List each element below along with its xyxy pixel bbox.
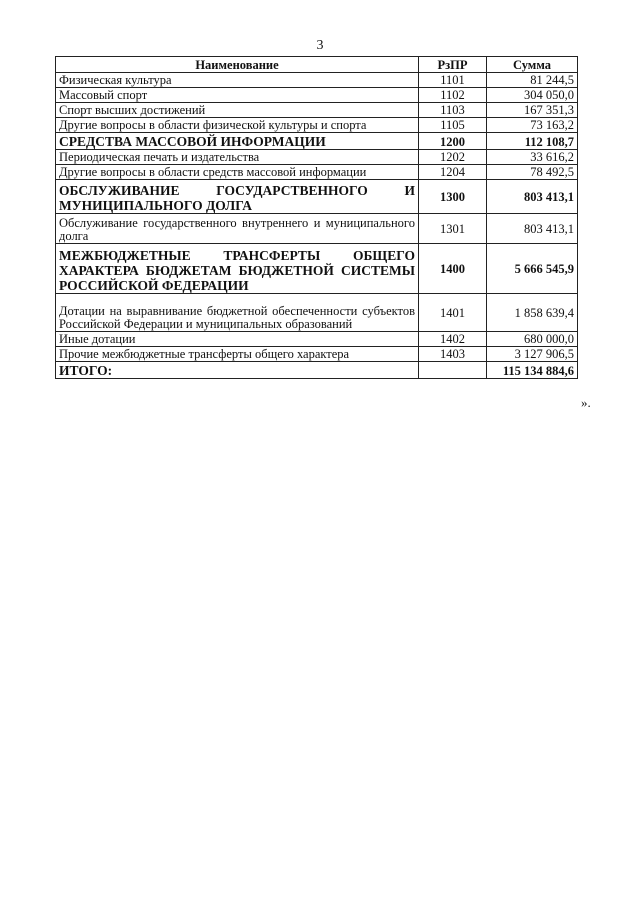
closing-quote-mark: ». [581,395,591,410]
table-row [56,150,578,165]
row-code: 1403 [419,347,487,362]
total-code [419,362,487,379]
table-header-row [56,57,578,73]
row-sum: 304 050,0 [487,88,578,103]
table-row [56,103,578,118]
row-sum: 167 351,3 [487,103,578,118]
header-name: Наименование [56,57,419,73]
row-name: Массовый спорт [56,88,419,103]
row-sum: 81 244,5 [487,73,578,88]
budget-table [55,56,578,379]
row-code: 1204 [419,165,487,180]
table-row [56,332,578,347]
row-code: 1402 [419,332,487,347]
table-row [56,214,578,244]
row-name: Иные дотации [56,332,419,347]
header-code: РзПР [419,57,487,73]
section-row [56,244,578,294]
row-name: Дотации на выравнивание бюджетной обеспеченности субъектов Российской Федерации и муниципальных образований [56,294,419,332]
row-name: Физическая культура [56,73,419,88]
total-sum: 115 134 884,6 [487,362,578,379]
total-row [56,362,578,379]
section-code: 1300 [419,180,487,214]
row-code: 1301 [419,214,487,244]
header-sum: Сумма [487,57,578,73]
row-code: 1202 [419,150,487,165]
section-sum: 5 666 545,9 [487,244,578,294]
table-row [56,88,578,103]
row-code: 1101 [419,73,487,88]
section-row [56,133,578,150]
row-name: Другие вопросы в области средств массовой информации [56,165,419,180]
row-code: 1401 [419,294,487,332]
section-name: СРЕДСТВА МАССОВОЙ ИНФОРМАЦИИ [56,133,419,150]
section-sum: 803 413,1 [487,180,578,214]
section-code: 1200 [419,133,487,150]
section-sum: 112 108,7 [487,133,578,150]
row-sum: 1 858 639,4 [487,294,578,332]
row-code: 1102 [419,88,487,103]
row-sum: 73 163,2 [487,118,578,133]
table-row [56,347,578,362]
table-row [56,294,578,332]
row-sum: 680 000,0 [487,332,578,347]
row-sum: 3 127 906,5 [487,347,578,362]
page-number: 3 [316,38,324,53]
row-name: Периодическая печать и издательства [56,150,419,165]
row-name: Обслуживание государственного внутреннего и муниципального долга [56,214,419,244]
row-sum: 803 413,1 [487,214,578,244]
section-code: 1400 [419,244,487,294]
row-sum: 33 616,2 [487,150,578,165]
section-row [56,180,578,214]
section-name: ОБСЛУЖИВАНИЕ ГОСУДАРСТВЕННОГО И МУНИЦИПАЛЬНОГО ДОЛГА [56,180,419,214]
row-name: Спорт высших достижений [56,103,419,118]
row-code: 1103 [419,103,487,118]
row-sum: 78 492,5 [487,165,578,180]
total-label: ИТОГО: [56,362,419,379]
row-name: Прочие межбюджетные трансферты общего характера [56,347,419,362]
table-row [56,118,578,133]
table-row [56,73,578,88]
row-name: Другие вопросы в области физической культуры и спорта [56,118,419,133]
section-name: МЕЖБЮДЖЕТНЫЕ ТРАНСФЕРТЫ ОБЩЕГО ХАРАКТЕРА БЮДЖЕТАМ БЮДЖЕТНОЙ СИСТЕМЫ РОССИЙСКОЙ ФЕДЕРАЦИИ [56,244,419,294]
table-row [56,165,578,180]
row-code: 1105 [419,118,487,133]
